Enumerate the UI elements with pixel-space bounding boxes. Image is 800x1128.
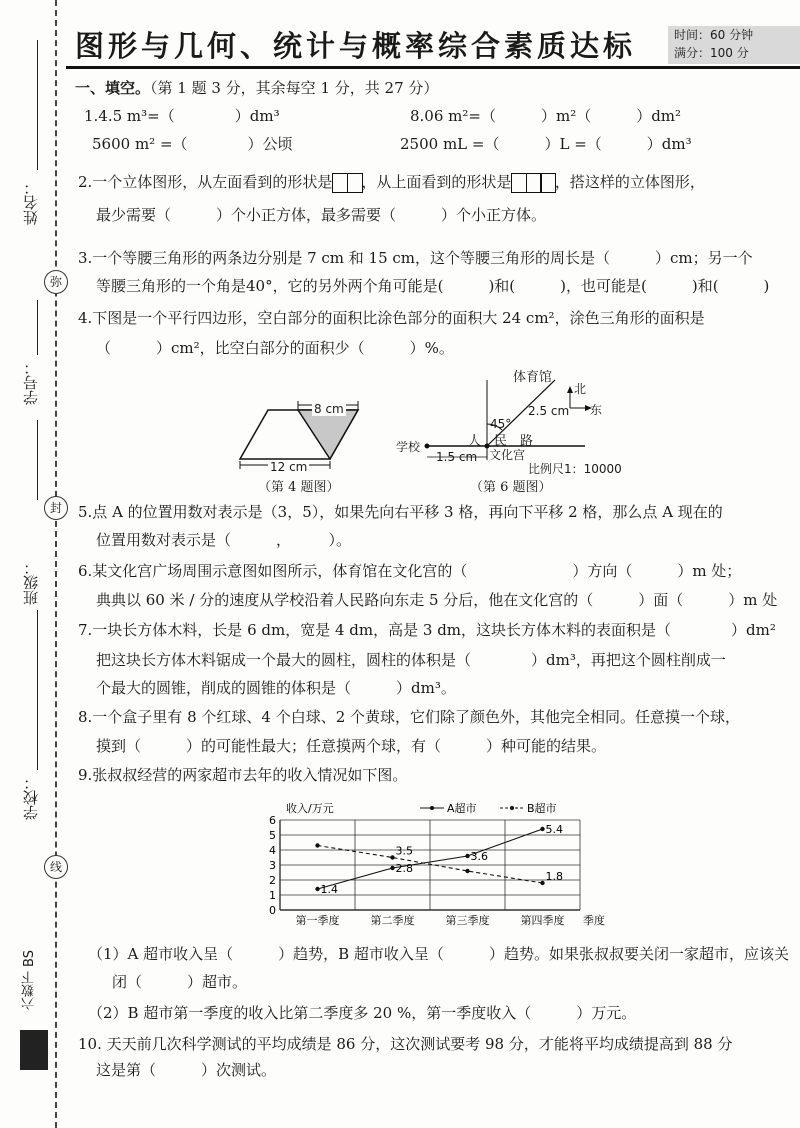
class-label: 班级： — [22, 560, 40, 605]
top-view-figure — [511, 173, 555, 191]
left-view-figure — [332, 173, 361, 191]
q6-line2: 典典以 60 米 / 分的速度从学校沿着人民路向东走 5 分后，他在文化宫的（ ）面（ ）m 处 — [96, 591, 778, 609]
q2-text-a: 2.一个立体图形，从左面看到的形状是 — [78, 173, 333, 191]
legend-marker-1 — [510, 806, 514, 810]
school-blank — [37, 640, 38, 770]
x-tick-label: 第三季度 — [445, 914, 490, 927]
q1-d: 2500 mL =（ ）L =（ ）dm³ — [400, 135, 692, 153]
seal-feng: 封 — [44, 496, 68, 520]
q8-line2: 摸到（ ）的可能性最大；任意摸两个球，有（ ）种可能的结果。 — [96, 737, 607, 755]
y-tick-label: 3 — [269, 859, 276, 872]
data-label: 3.6 — [470, 850, 488, 863]
q1-a: 1.4.5 m³=（ ）dm³ — [84, 107, 280, 125]
q1-c: 5600 m² =（ ）公顷 — [92, 135, 293, 153]
q2-text-c: ，搭这样的立体图形， — [554, 173, 705, 191]
legend-label-0: A超市 — [447, 802, 477, 815]
x-tick-label: 第二季度 — [370, 914, 415, 927]
data-point — [390, 855, 394, 859]
scale-label: 比例尺1：10000 — [528, 462, 622, 476]
q5-line1: 5.点 A 的位置用数对表示是（3，5），如果先向右平移 3 格，再向下平移 2 格，那么点 A 现在的 — [78, 503, 723, 521]
q2-line2: 最少需要（ ）个小正方体，最多需要（ ）个小正方体。 — [96, 206, 547, 224]
q4-line2: （ ）cm²，比空白部分的面积少（ ）%。 — [96, 339, 454, 357]
angle-label: 45° — [490, 417, 512, 431]
section-title: 一、填空。 — [75, 79, 151, 97]
data-point — [540, 881, 544, 885]
y-tick-label: 6 — [269, 814, 276, 827]
q9-sub1-line1: （1）A 超市收入呈（ ）趋势，B 超市收入呈（ ）趋势。如果张叔叔要关闭一家超市，应该关 — [88, 945, 789, 963]
number-label: 学号： — [22, 360, 40, 405]
q10-line1: 10. 天天前几次科学测试的平均成绩是 86 分，这次测试要考 98 分，才能将平均成绩提高到 88 分 — [78, 1035, 733, 1053]
q6-line1: 6.某文化宫广场周围示意图如图所示，体育馆在文化宫的（ ）方向（ ）m 处； — [78, 562, 742, 580]
x-tick-label: 第一季度 — [295, 914, 340, 927]
data-label: 1.8 — [545, 870, 563, 883]
x-tick-label: 第四季度 — [520, 914, 565, 927]
seal-xian: 线 — [44, 855, 68, 879]
fig4-top-label: 8 cm — [314, 402, 344, 416]
q3-line2: 等腰三角形的一个角是40°，它的另外两个角可能是( )和( )，也可能是( )和( ) — [96, 277, 770, 295]
q2-line1 — [78, 172, 705, 193]
title-rule — [66, 66, 800, 69]
road-label: 人 民 路 — [468, 434, 534, 449]
data-label: 5.4 — [545, 823, 563, 836]
q2-text-b: ，从上面看到的形状是 — [361, 173, 512, 191]
y-tick-label: 2 — [269, 874, 276, 887]
q9-line1: 9.张叔叔经营的两家超市去年的收入情况如下图。 — [78, 766, 408, 784]
y-tick-label: 1 — [269, 889, 276, 902]
income-line-chart — [260, 795, 610, 930]
gym-label: 体育馆 — [513, 370, 553, 385]
q4-line1: 4.下图是一个平行四边形，空白部分的面积比涂色部分的面积大 24 cm²，涂色三角形的面积是 — [78, 309, 705, 327]
time-limit: 时间：60 分钟 — [674, 28, 754, 42]
seal-mi: 弥 — [44, 270, 68, 294]
q7-line2: 把这块长方体木料锯成一个最大的圆柱，圆柱的体积是（ ）dm³，再把这个圆柱削成一 — [96, 651, 726, 669]
data-label: 1.4 — [320, 883, 338, 896]
legend-marker-0 — [430, 806, 434, 810]
school-distance-label: 1.5 cm — [436, 450, 478, 464]
north-label: 北 — [574, 382, 587, 396]
section-heading — [75, 78, 438, 98]
data-point — [315, 887, 319, 891]
time-score-box — [668, 26, 800, 64]
data-label: 3.5 — [395, 844, 413, 858]
data-label: 2.8 — [395, 862, 413, 875]
book-tag: 六数下 BS — [22, 950, 37, 1011]
q1-b: 8.06 m²=（ ）m²（ ）dm² — [410, 107, 682, 125]
number-blank — [37, 300, 38, 355]
x-axis-label: 季度 — [583, 914, 605, 927]
q7-line3: 个最大的圆锥，削成的圆锥的体积是（ ）dm³。 — [96, 679, 456, 697]
y-tick-label: 5 — [269, 829, 276, 842]
q9-sub2: （2）B 超市第一季度的收入比第二季度多 20 %，第一季度收入（ ）万元。 — [88, 1004, 637, 1022]
fig6-caption: （第 6 题图） — [470, 480, 552, 495]
data-point — [465, 854, 469, 858]
school-point — [425, 444, 430, 449]
data-point — [540, 827, 544, 831]
publisher-logo — [20, 1030, 48, 1070]
data-point — [390, 866, 394, 870]
data-point — [465, 869, 469, 873]
q8-line1: 8.一个盒子里有 8 个红球、4 个白球、2 个黄球，它们除了颜色外，其他完全相同。任意摸一个球， — [78, 708, 741, 726]
full-score: 满分：100 分 — [674, 46, 749, 60]
fig4-bottom-label: 12 cm — [270, 460, 308, 474]
q10-line2: 这是第（ ）次测试。 — [96, 1061, 277, 1079]
east-label: 东 — [590, 403, 603, 417]
palace-label: 文化宫 — [489, 448, 526, 462]
legend-label-1: B超市 — [527, 802, 557, 815]
binding-dashed-line — [55, 0, 57, 1128]
name-label: 姓名： — [22, 180, 40, 225]
q9-sub1-line2: 闭（ ）超市。 — [112, 973, 248, 991]
fig4-caption: （第 4 题图） — [258, 480, 340, 495]
q3-line1: 3.一个等腰三角形的两条边分别是 7 cm 和 15 cm，这个等腰三角形的周长是（ ）cm；另一个 — [78, 249, 753, 267]
y-tick-label: 4 — [269, 844, 276, 857]
q7-line1: 7.一块长方体木料，长是 6 dm，宽是 4 dm，高是 3 dm，这块长方体木料的表面积是（ ）dm² — [78, 621, 776, 639]
q5-line2: 位置用数对表示是（ ， ）。 — [96, 531, 352, 549]
data-point — [315, 843, 319, 847]
number-blank-2 — [37, 420, 38, 500]
y-tick-label: 0 — [269, 904, 276, 917]
school-label: 学校： — [22, 775, 40, 820]
y-axis-label: 收入/万元 — [286, 802, 334, 815]
section-note: （第 1 题 3 分，其余每空 1 分，共 27 分） — [150, 79, 439, 97]
page-title: 图形与几何、统计与概率综合素质达标 — [75, 29, 637, 63]
name-blank — [37, 40, 38, 170]
gym-distance-label: 2.5 cm — [528, 404, 570, 418]
shaded-triangle — [298, 410, 358, 459]
school-label: 学校 — [396, 440, 421, 454]
